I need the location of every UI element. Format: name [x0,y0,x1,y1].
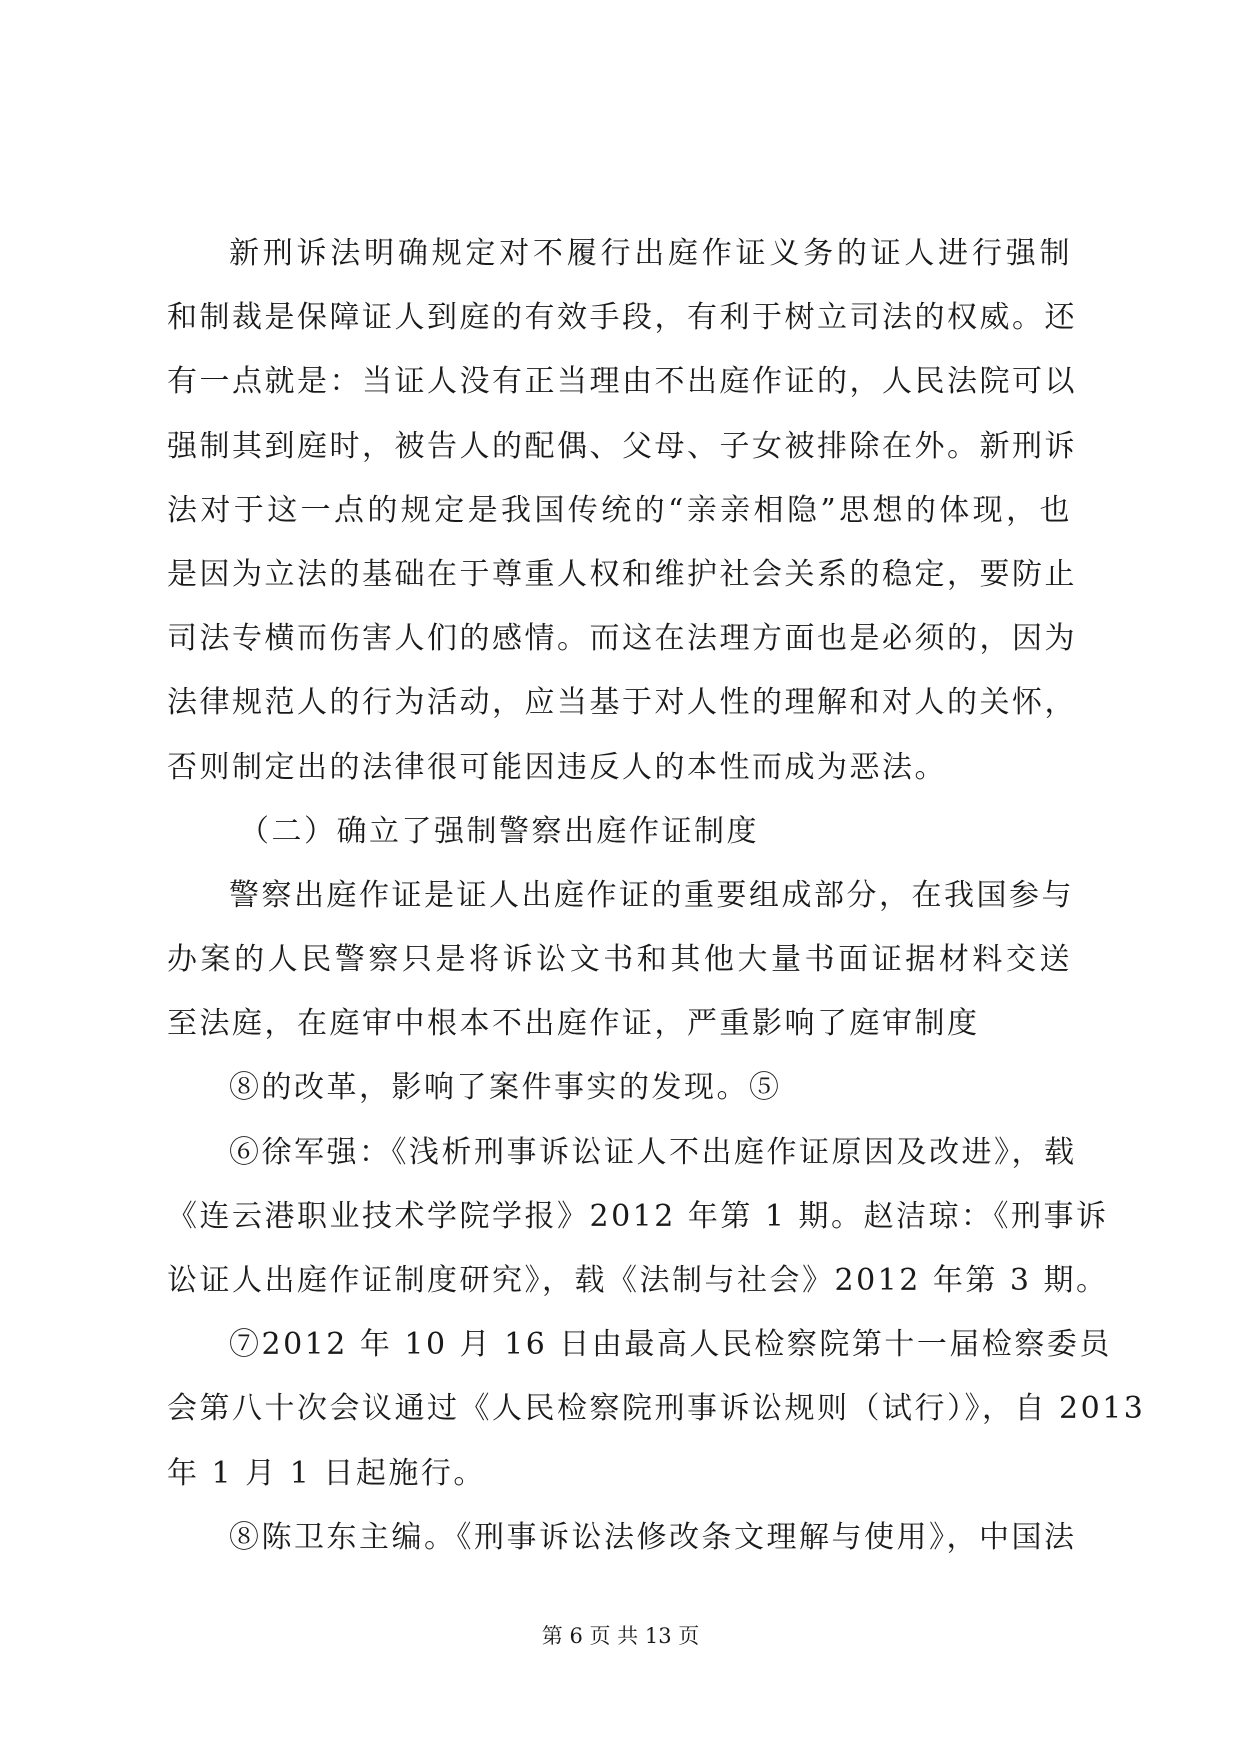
document-body [167,222,1146,1570]
footnote-line: 讼证人出庭作证制度研究》，载《法制与社会》2012 年第 3 期。 [167,1263,1109,1298]
page-number-footer: 第 6 页 共 13 页 [541,1624,700,1648]
paragraph-line: 和制裁是保障证人到庭的有效手段，有利于树立司法的权威。还 [167,300,1077,336]
footnote-line: ⑥徐军强：《浅析刑事诉讼证人不出庭作证原因及改进》，载 [229,1134,1077,1170]
paragraph-line: 否则制定出的法律很可能因违反人的本性而成为恶法。 [167,749,947,785]
footnote-line: 年 1 月 1 日起施行。 [167,1455,486,1491]
paragraph-line: 新刑诉法明确规定对不履行出庭作证义务的证人进行强制 [229,236,1072,271]
footnote-line: ⑧陈卫东主编。《刑事诉讼法修改条文理解与使用》，中国法 [229,1519,1077,1555]
paragraph-line: ⑧的改革，影响了案件事实的发现。⑤ [229,1070,782,1106]
paragraph-line: 办案的人民警察只是将诉讼文书和其他大量书面证据材料交送 [167,942,1072,978]
paragraph-line: 有一点就是：当证人没有正当理由不出庭作证的，人民法院可以 [167,364,1077,400]
section-heading: （二）确立了强制警察出庭作证制度 [239,813,759,849]
paragraph-line: 法对于这一点的规定是我国传统的“亲亲相隐”思想的体现，也 [167,492,1072,528]
footnote-line: ⑦2012 年 10 月 16 日由最高人民检察院第十一届检察委员 [229,1327,1112,1363]
paragraph-line: 强制其到庭时，被告人的配偶、父母、子女被排除在外。新刑诉 [167,428,1077,464]
paragraph-line: 司法专横而伤害人们的感情。而这在法理方面也是必须的，因为 [167,621,1077,657]
paragraph-line: 是因为立法的基础在于尊重人权和维护社会关系的稳定，要防止 [167,556,1077,592]
paragraph-line: 警察出庭作证是证人出庭作证的重要组成部分，在我国参与 [229,877,1074,913]
footnote-line: 《连云港职业技术学院学报》2012 年第 1 期。赵洁琼：《刑事诉 [167,1198,1109,1234]
footnote-line: 会第八十次会议通过《人民检察院刑事诉讼规则（试行）》，自 2013 [167,1391,1146,1427]
paragraph-line: 至法庭，在庭审中根本不出庭作证，严重影响了庭审制度 [167,1006,980,1042]
paragraph-line: 法律规范人的行为活动，应当基于对人性的理解和对人的关怀， [167,685,1077,721]
